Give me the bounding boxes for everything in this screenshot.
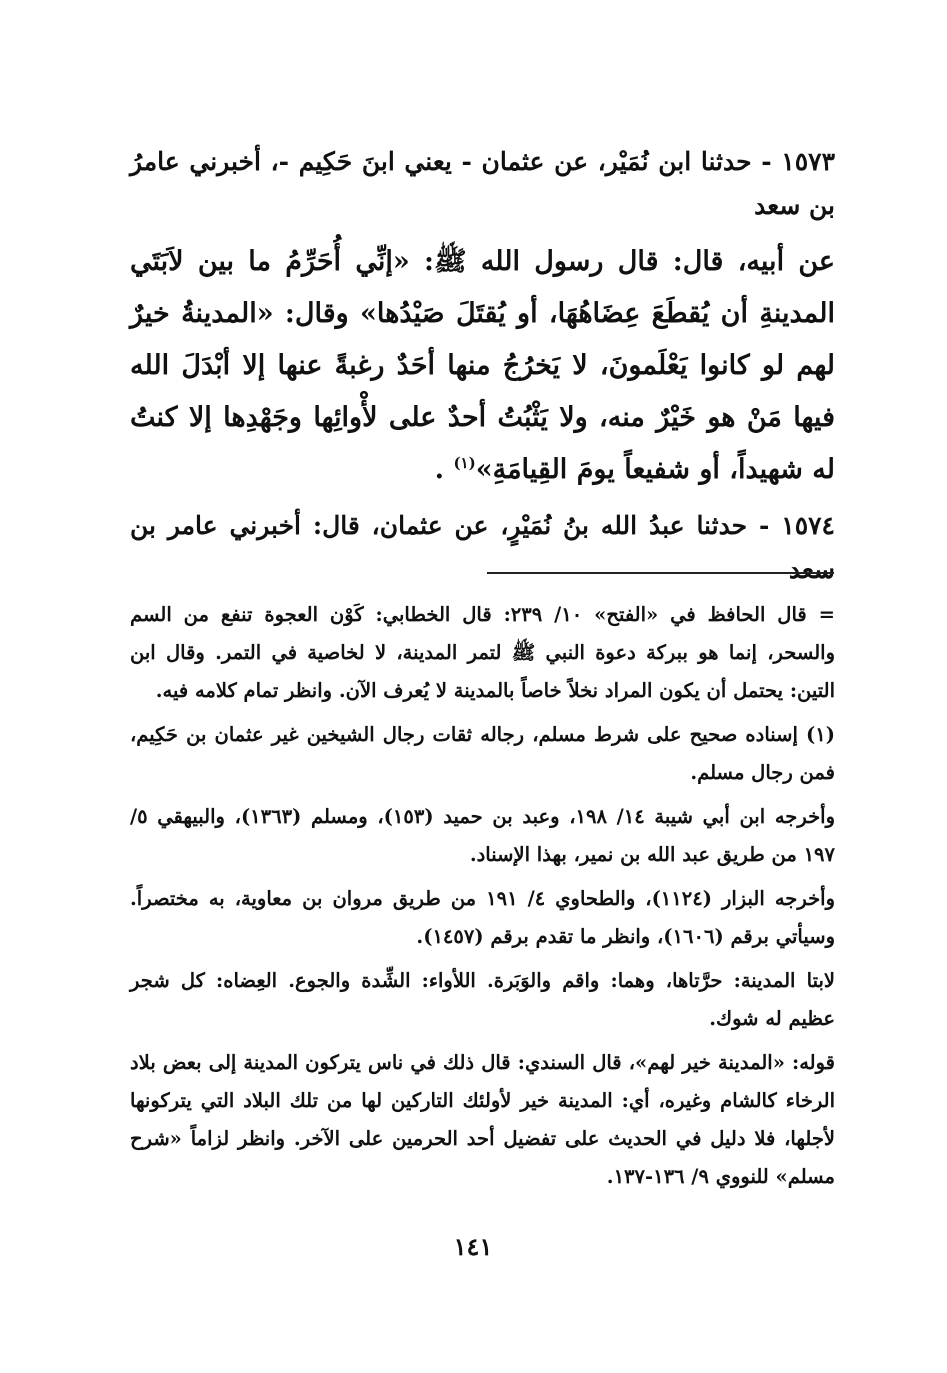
footnote-1-other-sources: وأخرجه البزار (١١٢٤)، والطحاوي ٤/ ١٩١ من طريق مروان بن معاوية، به مختصراً. وسيأتي برقم (١٦٠٦)، وانظر ما تقدم برقم (١٤٥٧). [130, 887, 835, 948]
footnote-separator [487, 572, 834, 574]
footnote-1-commentary: قوله: «المدينة خير لهم»، قال السندي: قال ذلك في ناس يتركون المدينة إلى بعض بلاد الرخاء كالشام وغيره، أي: المدينة خير لأولئك التاركين لها من تلك البلاد التي يتركونها لأجلها، فلا دليل في الحديث على تفضيل أحد الحرمين على الآخر. وانظر لزاماً «شرح مسلم» للنووي ٩/ ١٣٦-١٣٧. [130, 1051, 835, 1188]
hadith-1573-matn-text: عن أبيه، قال: قال رسول الله ﷺ: «إنِّي أُحَرِّمُ ما بين لاَبَتَي المدينةِ أن يُقطَعَ عِضَاهُهَا، أو يُقتَلَ صَيْدُها» وقال: «المدينةُ خيرٌ لهم لو كانوا يَعْلَمونَ، لا يَخرُجُ منها أحَدٌ رغبةً عنها إلا أبْدَلَ الله فيها مَنْ هو خَيْرٌ منه، ولا يَثْبُتُ أحدٌ على لأْوائِها وجَهْدِها إلا كنتُ له شهيداً، أو شفيعاً يومَ القِيامَةِ» [130, 246, 835, 485]
hadith-1574-isnad [130, 504, 835, 592]
footnotes [130, 596, 835, 1202]
hadith-1573-isnad [130, 140, 835, 228]
footnote-1-glossary: لابتا المدينة: حرَّتاها، وهما: واقم والوَبَرة. اللأواء: الشِّدة والجوع. العِضاه: كل شجر عظيم له شوك. [130, 969, 835, 1030]
footnote-1-sources: وأخرجه ابن أبي شيبة ١٤/ ١٩٨، وعبد بن حميد (١٥٣)، ومسلم (١٣٦٣)، والبيهقي ٥/ ١٩٧ من طريق عبد الله بن نمير، بهذا الإسناد. [130, 805, 835, 866]
hadith-1574-isnad-text: - حدثنا عبدُ الله بنُ نُمَيْرٍ، عن عثمان، قال: أخبرني عامر بن سعد [130, 511, 835, 584]
hadith-1573-end-mark: . [434, 454, 445, 485]
hadith-1573-number: ١٥٧٣ [781, 147, 835, 176]
hadith-1574-number: ١٥٧٤ [781, 511, 835, 540]
hadith-1573-matn [130, 236, 835, 496]
footnote-continuation: = قال الحافظ في «الفتح» ١٠/ ٢٣٩: قال الخطابي: كَوْن العجوة تنفع من السم والسحر، إنما هو ببركة دعوة النبي ﷺ لتمر المدينة، لا لخاصية في التمر. وقال ابن التين: يحتمل أن يكون المراد نخلاً خاصاً بالمدينة لا يُعرف الآن. وانظر تمام كلامه فيه. [130, 603, 836, 702]
footnote-reference-1: (١) [453, 454, 476, 472]
page-number: ١٤١ [453, 1232, 493, 1261]
footnote-1: (١) إسناده صحيح على شرط مسلم، رجاله ثقات رجال الشيخين غير عثمان بن حَكِيم، فمن رجال مسلم. [130, 723, 835, 784]
hadith-1573-isnad-text: - حدثنا ابن نُمَيْر، عن عثمان - يعني ابنَ حَكِيم -، أخبرني عامرُ بن سعد [130, 147, 835, 220]
